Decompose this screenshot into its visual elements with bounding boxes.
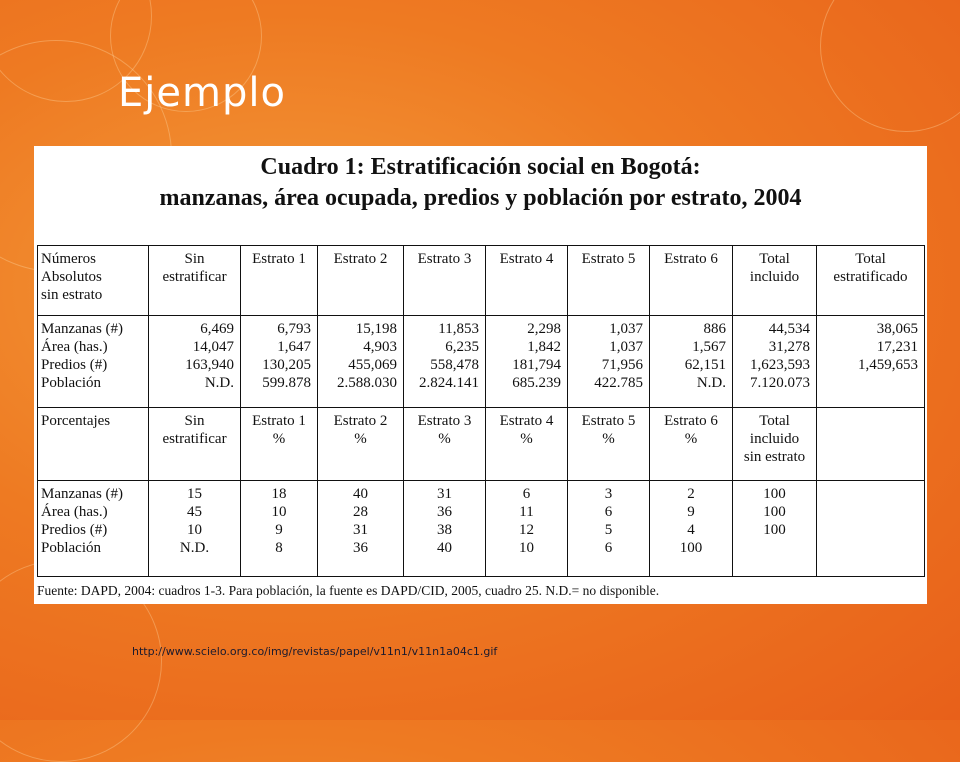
cell-line: 599.878 — [262, 375, 311, 391]
cell-line: 71,956 — [601, 357, 643, 373]
data-row-percent — [38, 481, 925, 577]
decor-circle-4 — [820, 0, 960, 132]
cell-line: 2 — [687, 486, 695, 502]
header-col — [318, 408, 404, 481]
cell-line: 1,459,653 — [858, 357, 918, 373]
cell-line: Estrato 6 — [664, 413, 718, 429]
data-col — [149, 316, 241, 408]
cell-line: incluido — [749, 431, 800, 447]
cell-line: 100 — [763, 486, 786, 502]
cell-line: 1,842 — [527, 339, 561, 355]
cell-line: 2.824.141 — [419, 375, 479, 391]
cell-line: 181,794 — [512, 357, 561, 373]
header-col — [318, 246, 404, 316]
cell-line: Estrato 5 — [581, 413, 636, 429]
cell-line: 1,647 — [277, 339, 311, 355]
cell-line: 44,534 — [768, 321, 810, 337]
data-col — [486, 481, 568, 577]
cell-line: N.D. — [204, 375, 234, 391]
cell-line: 17,231 — [876, 339, 918, 355]
cell-line: 100 — [679, 540, 703, 556]
header-col — [404, 246, 486, 316]
cell-line: 6,235 — [445, 339, 479, 355]
header-col — [817, 408, 925, 481]
cell-line: Estrato 4 — [499, 251, 554, 267]
header-col — [149, 408, 241, 481]
cell-line: estratificar — [162, 431, 227, 447]
data-col — [733, 316, 817, 408]
cell-line: Estrato 3 — [417, 251, 472, 267]
cell-line: 6 — [604, 504, 613, 520]
cell-line: 558,478 — [430, 357, 479, 373]
header-col — [568, 246, 650, 316]
cell-line: Porcentajes — [41, 413, 111, 429]
cell-line: estratificado — [833, 269, 908, 285]
cell-line: Estrato 6 — [664, 251, 718, 267]
cell-line: 455,069 — [348, 357, 397, 373]
cell-line: % — [602, 431, 615, 447]
data-col — [568, 316, 650, 408]
header-col — [817, 246, 925, 316]
cell-line: 12 — [519, 522, 534, 538]
cell-line: 45 — [187, 504, 202, 520]
cell-line: % — [354, 431, 367, 447]
cell-line: 6 — [522, 486, 531, 502]
cell-line: % — [438, 431, 451, 447]
cell-line: Números — [41, 251, 96, 267]
cell-line: Predios (#) — [41, 357, 108, 373]
data-col — [149, 481, 241, 577]
cell-line: 422.785 — [594, 375, 643, 391]
header-label-absolute — [38, 246, 149, 316]
figure-title-line-1: Cuadro 1: Estratificación social en Bogotá: — [260, 154, 701, 180]
source-note: Fuente: DAPD, 2004: cuadros 1-3. Para población, la fuente es DAPD/CID, 2005, cuadro 25. N.D.= no disponible. — [37, 583, 660, 598]
cell-line: 1,037 — [609, 321, 643, 337]
cell-line: 15 — [187, 486, 202, 502]
cell-line: incluido — [749, 269, 800, 285]
cell-line: 1,037 — [609, 339, 643, 355]
cell-line: Manzanas (#) — [41, 486, 124, 502]
cell-line: 6,469 — [200, 321, 234, 337]
data-col — [486, 316, 568, 408]
header-col — [650, 246, 733, 316]
cell-line: Estrato 5 — [581, 251, 636, 267]
cell-line: Población — [41, 540, 101, 556]
cell-line: 9 — [687, 504, 695, 520]
data-col — [650, 316, 733, 408]
cell-line: Sin — [184, 413, 205, 429]
cell-line: 18 — [271, 486, 287, 502]
cell-line: % — [272, 431, 286, 447]
cell-line: 36 — [353, 540, 368, 556]
header-col — [149, 246, 241, 316]
cell-line: 1,623,593 — [750, 357, 810, 373]
cell-line: Área (has.) — [41, 504, 108, 520]
cell-line: 62,151 — [684, 357, 726, 373]
data-col — [241, 481, 318, 577]
data-col — [817, 481, 925, 577]
cell-line: Sin — [184, 251, 205, 267]
cell-line: 2.588.030 — [337, 375, 397, 391]
cell-line: Total — [759, 413, 790, 429]
cell-line: Población — [41, 375, 101, 391]
data-col — [404, 316, 486, 408]
cell-line: 40 — [353, 486, 368, 502]
cell-line: 1,567 — [692, 339, 726, 355]
cell-line: 100 — [763, 522, 786, 538]
cell-line: 2,298 — [527, 321, 561, 337]
data-col — [733, 481, 817, 577]
cell-line: sin estrato — [41, 287, 103, 303]
cell-line: Estrato 2 — [333, 251, 388, 267]
cell-line: 7.120.073 — [750, 375, 810, 391]
row-labels — [38, 481, 149, 577]
data-col — [568, 481, 650, 577]
cell-line: 31,278 — [768, 339, 810, 355]
cell-line: 10 — [271, 504, 287, 520]
cell-line: Estrato 2 — [333, 413, 388, 429]
row-labels — [38, 316, 149, 408]
cell-line: 8 — [275, 540, 283, 556]
header-col — [568, 408, 650, 481]
header-col — [241, 408, 318, 481]
cell-line: 5 — [604, 522, 613, 538]
cell-line: 130,205 — [262, 357, 311, 373]
cell-line: 15,198 — [355, 321, 397, 337]
cell-line: Predios (#) — [41, 522, 108, 538]
cell-line: 11,853 — [438, 321, 479, 337]
cell-line: 3 — [604, 486, 613, 502]
figure-title — [34, 146, 927, 238]
cell-line: 38,065 — [876, 321, 918, 337]
cell-line: estratificar — [162, 269, 227, 285]
cell-line: 31 — [437, 486, 452, 502]
cell-line: Área (has.) — [41, 339, 108, 355]
header-col — [486, 408, 568, 481]
cell-line: Estrato 1 — [252, 251, 306, 267]
cell-line: sin estrato — [743, 449, 806, 465]
cell-line: 14,047 — [192, 339, 234, 355]
cell-line: Estrato 4 — [499, 413, 554, 429]
header-col — [404, 408, 486, 481]
data-col — [318, 481, 404, 577]
cell-line: 6,793 — [277, 321, 311, 337]
header-col — [241, 246, 318, 316]
cell-line: Manzanas (#) — [41, 321, 124, 337]
data-col — [650, 481, 733, 577]
source-url[interactable]: http://www.scielo.org.co/img/revistas/papel/v11n1/v11n1a04c1.gif — [132, 645, 498, 658]
cell-line: 10 — [519, 540, 534, 556]
header-row-percent — [38, 408, 925, 481]
cell-line: 6 — [604, 540, 613, 556]
data-col — [241, 316, 318, 408]
cell-line: Estrato 1 — [252, 413, 306, 429]
cell-line — [820, 374, 918, 392]
cell-line — [736, 539, 813, 557]
data-col — [404, 481, 486, 577]
cell-line: % — [684, 431, 698, 447]
data-col — [318, 316, 404, 408]
cell-line: 10 — [187, 522, 202, 538]
header-label-percent — [38, 408, 149, 481]
cell-line: 11 — [519, 504, 534, 520]
cell-line: 36 — [437, 504, 452, 520]
cell-line: Total — [855, 251, 886, 267]
cell-line: % — [520, 431, 533, 447]
header-col — [650, 408, 733, 481]
header-row-absolute — [38, 246, 925, 316]
cell-line: 100 — [763, 504, 786, 520]
cell-line: 9 — [275, 522, 283, 538]
cell-line: N.D. — [696, 375, 726, 391]
data-col — [817, 316, 925, 408]
cell-line: 4 — [687, 522, 695, 538]
cell-line: 38 — [437, 522, 452, 538]
cell-line: Total — [759, 251, 790, 267]
header-col — [733, 246, 817, 316]
cell-line: N.D. — [179, 540, 210, 556]
header-col — [486, 246, 568, 316]
cell-line: 685.239 — [512, 375, 561, 391]
table-image — [34, 146, 927, 604]
data-row-absolute — [38, 316, 925, 408]
cell-line: 28 — [353, 504, 368, 520]
cell-line: Estrato 3 — [417, 413, 472, 429]
cell-line: 163,940 — [185, 357, 234, 373]
header-col — [733, 408, 817, 481]
cell-line: 40 — [437, 540, 452, 556]
cell-line: 31 — [353, 522, 368, 538]
figure-title-line-2: manzanas, área ocupada, predios y población por estrato, 2004 — [159, 185, 802, 211]
cell-line: 4,903 — [363, 339, 397, 355]
stratification-table — [37, 245, 925, 577]
slide-title: Ejemplo — [118, 70, 286, 116]
cell-line: 886 — [703, 321, 726, 337]
cell-line: Absolutos — [41, 269, 102, 285]
